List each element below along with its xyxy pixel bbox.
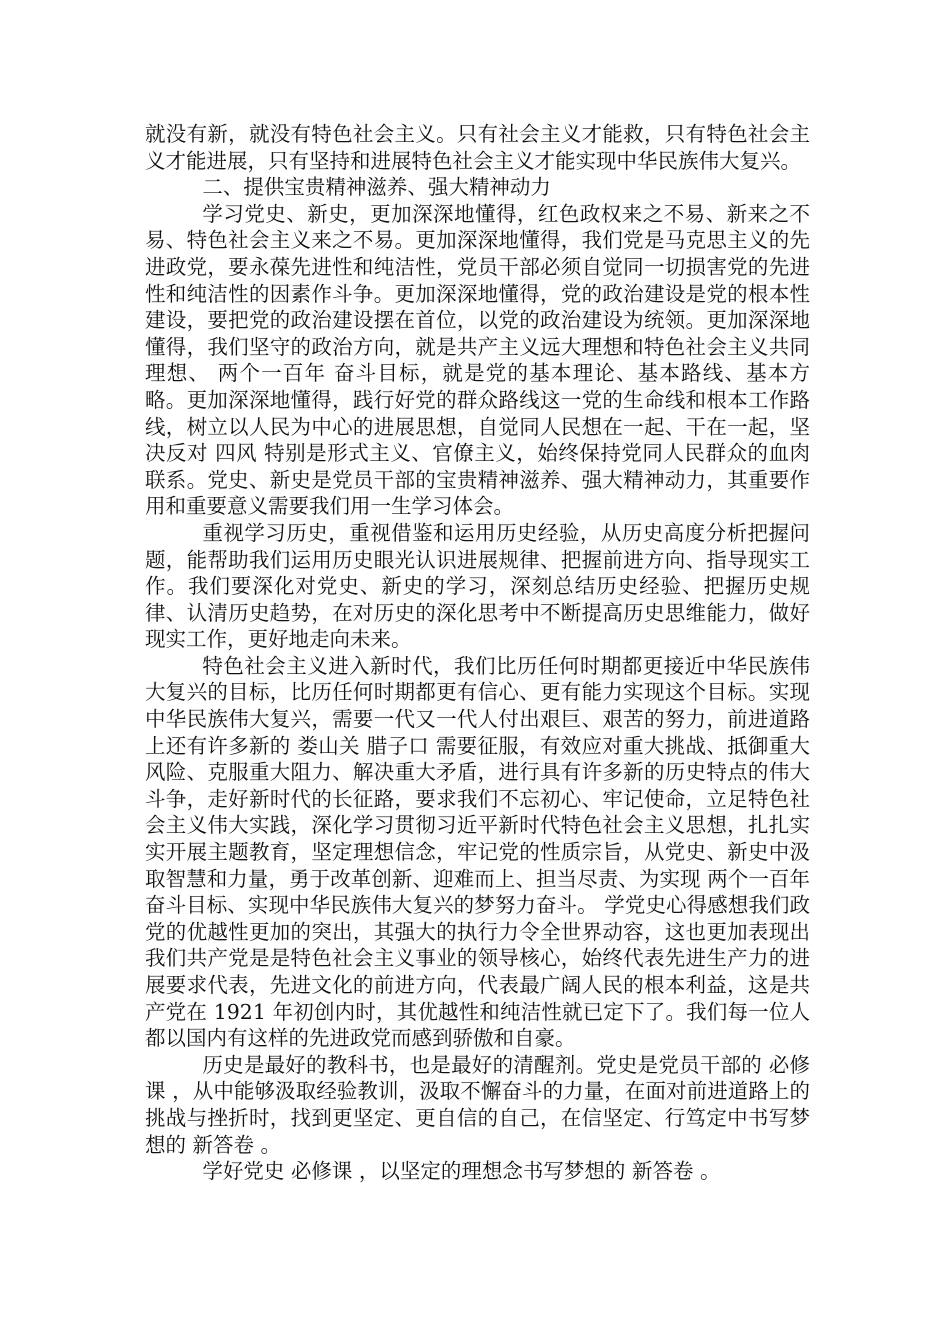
paragraph-closing: 学好党史 必修课 ，以坚定的理想念书写梦想的 新答卷 。	[202, 1159, 721, 1184]
paragraph-new-era: 特色社会主义进入新时代，我们比历任何时期都更接近中华民族伟大复兴的目标，比历任何时期都更有信心、更有能力实现这个目标。实现中华民族伟大复兴，需要一代又一代人付出艰巨、艰苦的努力，前进道路上还有许多新的 娄山关 腊子口 需要征服，有效应对重大挑战、抵御重大风险、克服重大阻力、解决重大矛盾，进行具有许多新的历史特点的伟大斗争，走好新时代的长征路，要求我们不忘初心、牢记使命，立足特色社会主义伟大实践，深化学习贯彻习近平新时代特色社会主义思想，扎扎实实开展主题教育，坚定理想信念，牢记党的性质宗旨，从党史、新史中汲取智慧和力量，勇于改革创新、迎难而上、担当尽责、为实现 两个一百年 奋斗目标、实现中华民族伟大复兴的梦努力奋斗。 学党史心得感想我们政党的优越性更加的突出，其强大的执行力令全世界动容，这也更加表现出我们共产党是是特色社会主义事业的领导核心，始终代表先进生产力的进展要求代表，先进文化的前进方向，代表最广阔人民的根本利益，这是共产党在 1921 年初创内时，其优越性和纯洁性就已定下了。我们每一位人都以国内有这样的先进政党而感到骄傲和自豪。	[145, 653, 810, 1051]
paragraph-textbook: 历史是最好的教科书，也是最好的清醒剂。党史是党员干部的 必修课 ，从中能够汲取经验教训，汲取不懈奋斗的力量，在面对前进道路上的挑战与挫折时，找到更坚定、更自信的自己，在信坚定、行笃定中书写梦想的 新答卷 。	[145, 1052, 810, 1157]
paragraph-learning: 学习党史、新史，更加深深地懂得，红色政权来之不易、新来之不易、特色社会主义来之不易。更加深深地懂得，我们党是马克思主义的先进政党，要永葆先进性和纯洁性，党员干部必须自觉同一切损害党的先进性和纯洁性的因素作斗争。更加深深地懂得，党的政治建设是党的根本性建设，要把党的政治建设摆在首位，以党的政治建设为统领。更加深深地懂得，我们坚守的政治方向，就是共产主义远大理想和特色社会主义共同理想、 两个一百年 奋斗目标，就是党的基本理论、基本路线、基本方略。更加深深地懂得，践行好党的群众路线这一党的生命线和根本工作路线，树立以人民为中心的进展思想，自觉同人民想在一起、干在一起，坚决反对 四风 特别是形式主义、官僚主义，始终保持党同人民群众的血肉联系。党史、新史是党员干部的宝贵精神滋养、强大精神动力，其重要作用和重要意义需要我们用一生学习体会。	[145, 201, 810, 519]
document-body	[145, 121, 810, 1185]
section-heading: 二、提供宝贵精神滋养、强大精神动力	[202, 175, 551, 200]
paragraph-history: 重视学习历史，重视借鉴和运用历史经验，从历史高度分析把握问题，能帮助我们运用历史眼光认识进展规律、把握前进方向、指导现实工作。我们要深化对党史、新史的学习，深刻总结历史经验、把握历史规律、认清历史趋势，在对历史的深化思考中不断提高历史思维能力，做好现实工作，更好地走向未来。	[145, 520, 810, 652]
paragraph-intro: 就没有新，就没有特色社会主义。只有社会主义才能救，只有特色社会主义才能进展，只有坚持和进展特色社会主义才能实现中华民族伟大复兴。	[145, 122, 810, 173]
